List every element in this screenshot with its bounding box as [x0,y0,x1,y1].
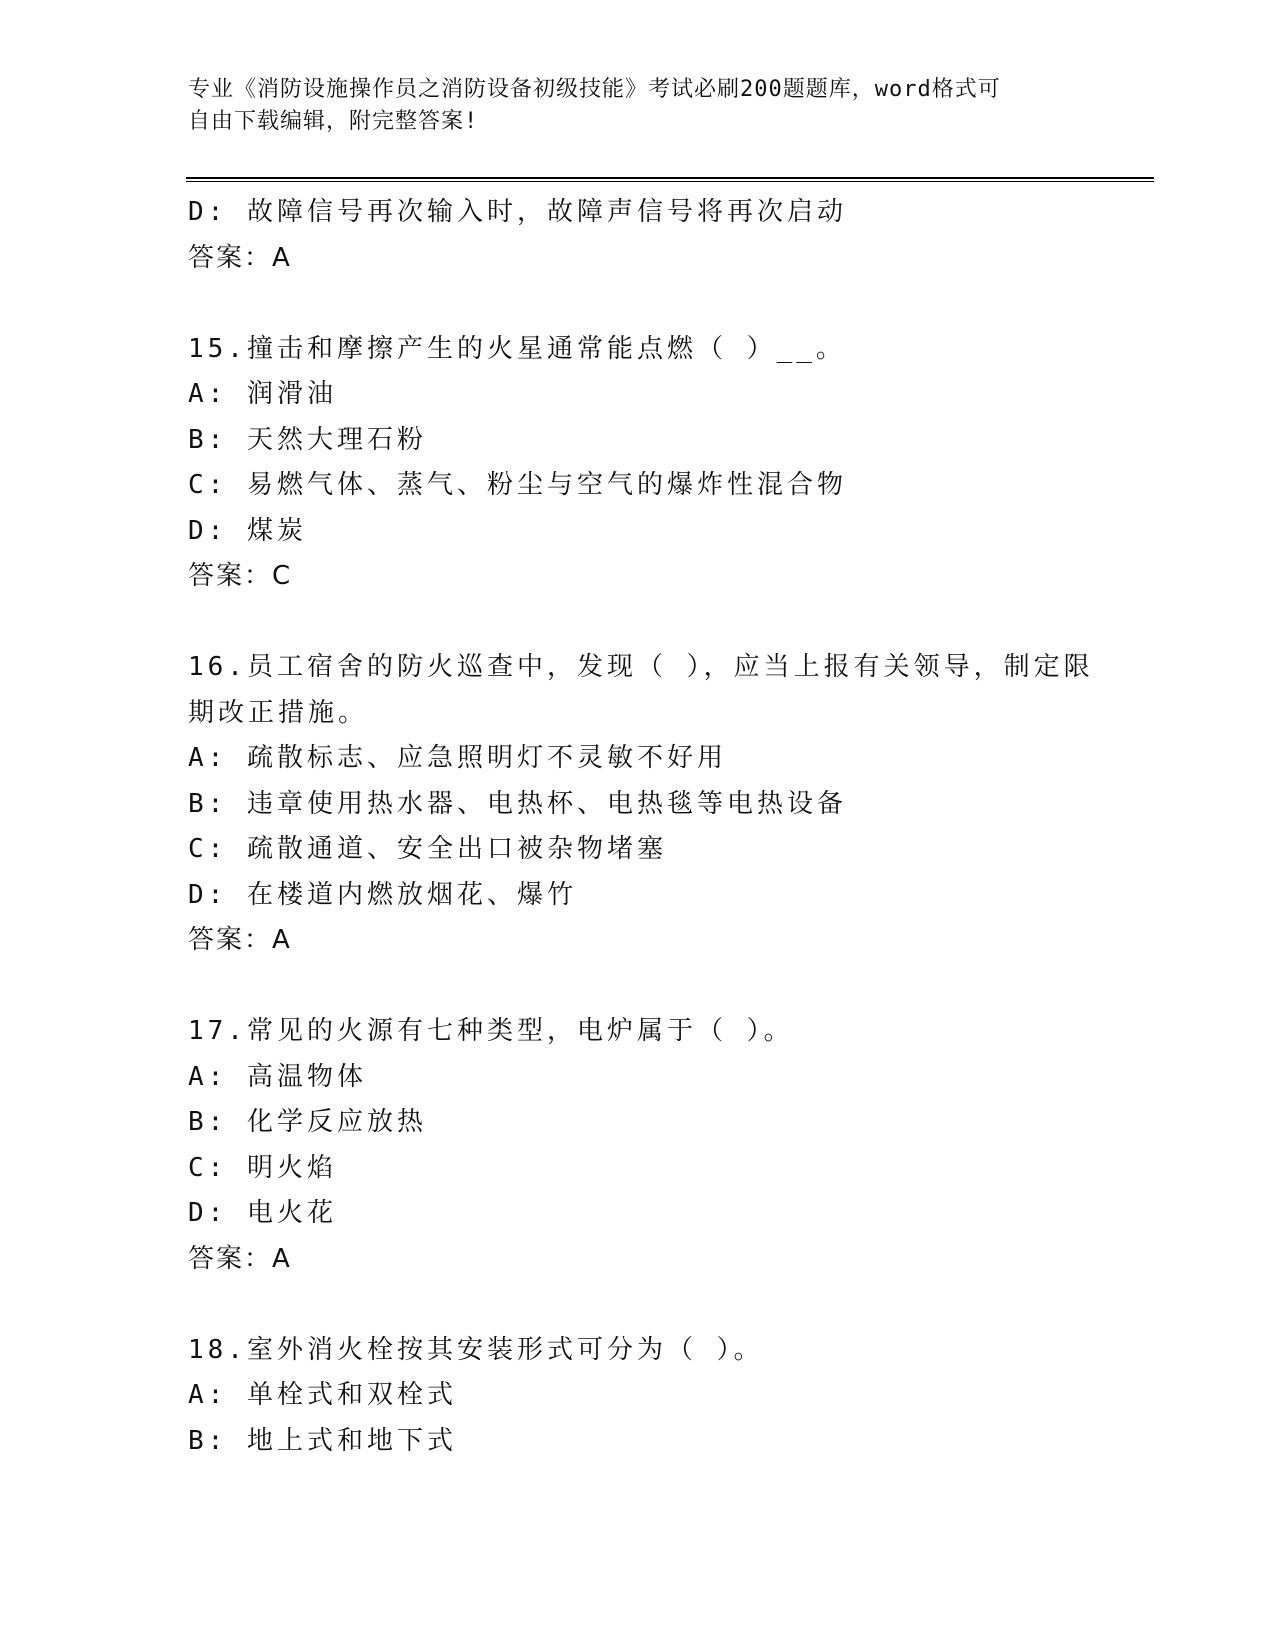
question-text: 15.撞击和摩擦产生的火星通常能点燃（ ）__。 [188,333,846,364]
spacer [188,1282,1088,1328]
question-list [188,190,1094,1464]
question-18 [188,1328,1088,1465]
answer: 答案：A [188,925,292,955]
header-divider-thick [186,177,1154,179]
option-b: B: 违章使用热水器、电热杯、电热毯等电热设备 [188,788,847,819]
option-c: C: 明火焰 [188,1152,337,1183]
question-16 [188,645,1094,964]
option-d: D: 在楼道内燃放烟花、爆竹 [188,879,577,910]
option-b: B: 地上式和地下式 [188,1425,457,1456]
option-b: B: 化学反应放热 [188,1107,427,1137]
question-text-line-1: 16.员工宿舍的防火巡查中，发现（ ），应当上报有关领导，制定限 [188,652,1094,682]
option-a: A: 单栓式和双栓式 [188,1380,457,1410]
question-17 [188,1009,1088,1282]
question-text: 18.室外消火栓按其安装形式可分为（ ）。 [188,1334,764,1365]
option-a: A: 高温物体 [188,1061,367,1092]
document-header [188,74,1088,138]
question-text-line-2: 期改正措施。 [188,697,369,728]
answer: 答案：A [188,242,292,273]
question-text: 17.常见的火源有七种类型，电炉属于（ ）。 [188,1016,794,1046]
option-b: B: 天然大理石粉 [188,424,427,455]
header-title-line-1: 专业《消防设施操作员之消防设备初级技能》考试必刷200题题库，word格式可 [188,77,1001,102]
answer: 答案：A [188,1243,292,1274]
header-title-line-2: 自由下载编辑，附完整答案! [188,109,479,134]
option-d: D: 电火花 [188,1198,337,1228]
option-c: C: 疏散通道、安全出口被杂物堵塞 [188,834,667,864]
spacer [188,600,1088,646]
option-a: A: 疏散标志、应急照明灯不灵敏不好用 [188,743,727,773]
option-d: D: 故障信号再次输入时，故障声信号将再次启动 [188,197,847,227]
option-c: C: 易燃气体、蒸气、粉尘与空气的爆炸性混合物 [188,470,847,500]
answer: 答案：C [188,561,293,591]
spacer [188,281,1088,327]
header-divider-thin [186,181,1154,182]
option-a: A: 润滑油 [188,379,337,409]
option-d: D: 煤炭 [188,515,307,546]
question-15 [188,327,1088,600]
spacer [188,964,1088,1010]
question-14 [188,190,1088,281]
